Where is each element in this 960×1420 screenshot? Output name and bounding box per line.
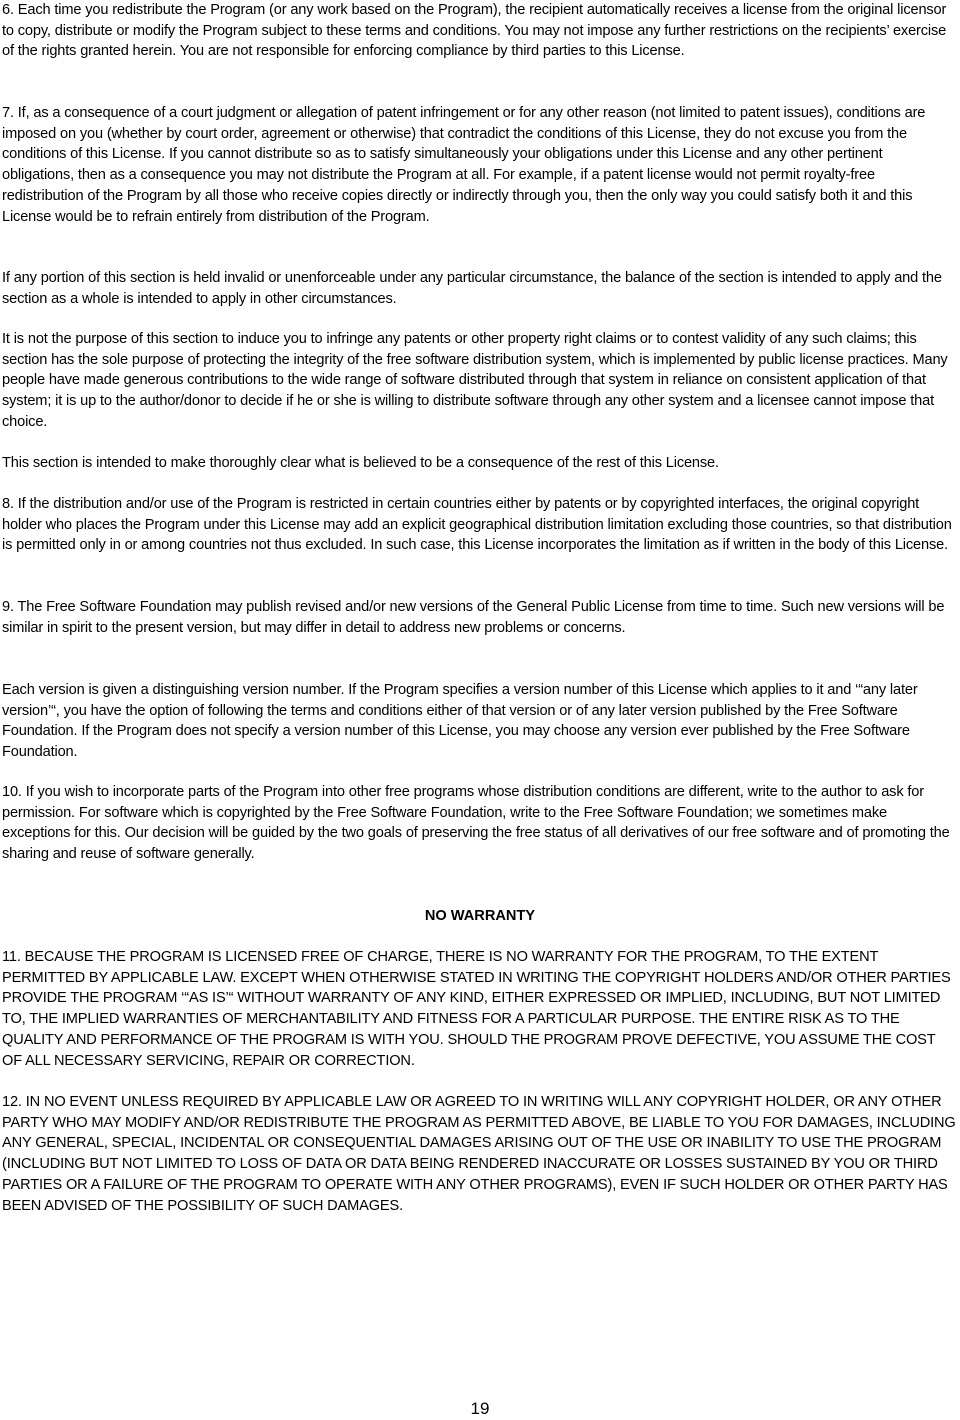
section-7-intent-paragraph: This section is intended to make thoroughly clear what is believed to be a consequence of the rest of this License. [2,455,719,471]
section-10-paragraph: 10. If you wish to incorporate parts of the Program into other free programs whose distribution conditions are different, write to the author to ask for permission. For software which is copyrighted by the Free Software Foundation, write to the Free Software Foundation; we sometimes make exceptions for this. Our decision will be guided by the two goals of preserving the free status of all derivatives of our free software and of promoting the sharing and reuse of software generally. [2,784,950,863]
section-6-paragraph: 6. Each time you redistribute the Program (or any work based on the Program), the recipient automatically receives a license from the original licensor to copy, distribute or modify the Program subject to these terms and conditions. You may not impose any further restrictions on the recipients’ exercise of the rights granted herein. You are not responsible for enforcing compliance by third parties to this License. [2,2,947,60]
section-7-invalid-portion-paragraph: If any portion of this section is held invalid or unenforceable under any particular circumstance, the balance of the section is intended to apply and the section as a whole is intended to apply in other circumstances. [2,270,942,307]
section-7-purpose-paragraph: It is not the purpose of this section to induce you to infringe any patents or other property right claims or to contest validity of any such claims; this section has the sole purpose of protecting the integrity of the free software distribution system, which is implemented by public license practices. Many people have made generous contributions to the wide range of software distributed through that system in reliance on consistent application of that system; it is up to the author/donor to decide if he or she is willing to distribute software through any other system and a licensee cannot impose that choice. [2,331,948,430]
section-11-paragraph: 11. BECAUSE THE PROGRAM IS LICENSED FREE OF CHARGE, THERE IS NO WARRANTY FOR THE PROGRAM, TO THE EXTENT PERMITTED BY APPLICABLE LAW. EXCEPT WHEN OTHERWISE STATED IN WRITING THE COPYRIGHT HOLDERS AND/OR OTHER PARTIES PROVIDE THE PROGRAM ‘“AS IS’“ WITHOUT WARRANTY OF ANY KIND, EITHER EXPRESSED OR IMPLIED, INCLUDING, BUT NOT LIMITED TO, THE IMPLIED WARRANTIES OF MERCHANTABILITY AND FITNESS FOR A PARTICULAR PURPOSE. THE ENTIRE RISK AS TO THE QUALITY AND PERFORMANCE OF THE PROGRAM IS WITH YOU. SHOULD THE PROGRAM PROVE DEFECTIVE, YOU ASSUME THE COST OF ALL NECESSARY SERVICING, REPAIR OR CORRECTION. [2,949,951,1069]
page-number: 19 [470,1399,490,1418]
no-warranty-heading: NO WARRANTY [424,908,536,924]
section-9-paragraph: 9. The Free Software Foundation may publish revised and/or new versions of the General Public License from time to time. Such new versions will be similar in spirit to the present version, but may differ in detail to address new problems or concerns. [2,599,945,636]
section-8-paragraph: 8. If the distribution and/or use of the Program is restricted in certain countries either by patents or by copyrighted interfaces, the original copyright holder who places the Program under this License may add an explicit geographical distribution limitation excluding those countries, so that distribution is permitted only in or among countries not thus excluded. In such case, this License incorporates the limitation as if written in the body of this License. [2,496,952,554]
section-12-paragraph: 12. IN NO EVENT UNLESS REQUIRED BY APPLICABLE LAW OR AGREED TO IN WRITING WILL ANY COPYRIGHT HOLDER, OR ANY OTHER PARTY WHO MAY MODIFY AND/OR REDISTRIBUTE THE PROGRAM AS PERMITTED ABOVE, BE LIABLE TO YOU FOR DAMAGES, INCLUDING ANY GENERAL, SPECIAL, INCIDENTAL OR CONSEQUENTIAL DAMAGES ARISING OUT OF THE USE OR INABILITY TO USE THE PROGRAM (INCLUDING BUT NOT LIMITED TO LOSS OF DATA OR DATA BEING RENDERED INACCURATE OR LOSSES SUSTAINED BY YOU OR THIRD PARTIES OR A FAILURE OF THE PROGRAM TO OPERATE WITH ANY OTHER PROGRAMS), EVEN IF SUCH HOLDER OR OTHER PARTY HAS BEEN ADVISED OF THE POSSIBILITY OF SUCH DAMAGES. [2,1094,956,1214]
section-9-version-paragraph: Each version is given a distinguishing version number. If the Program specifies a version number of this License which applies to it and ‘“any later version’“, you have the option of following the terms and conditions either of that version or of any later version published by the Free Software Foundation. If the Program does not specify a version number of this License, you may choose any version ever published by the Free Software Foundation. [2,682,918,761]
document-page [2,0,956,1420]
section-7-paragraph: 7. If, as a consequence of a court judgment or allegation of patent infringement or for any other reason (not limited to patent issues), conditions are imposed on you (whether by court order, agreement or otherwise) that contradict the conditions of this License, they do not excuse you from the conditions of this License. If you cannot distribute so as to satisfy simultaneously your obligations under this License and any other pertinent obligations, then as a consequence you may not distribute the Program at all. For example, if a patent license would not permit royalty-free redistribution of the Program by all those who receive copies directly or indirectly through you, then the only way you could satisfy both it and this License would be to refrain entirely from distribution of the Program. [2,105,926,225]
